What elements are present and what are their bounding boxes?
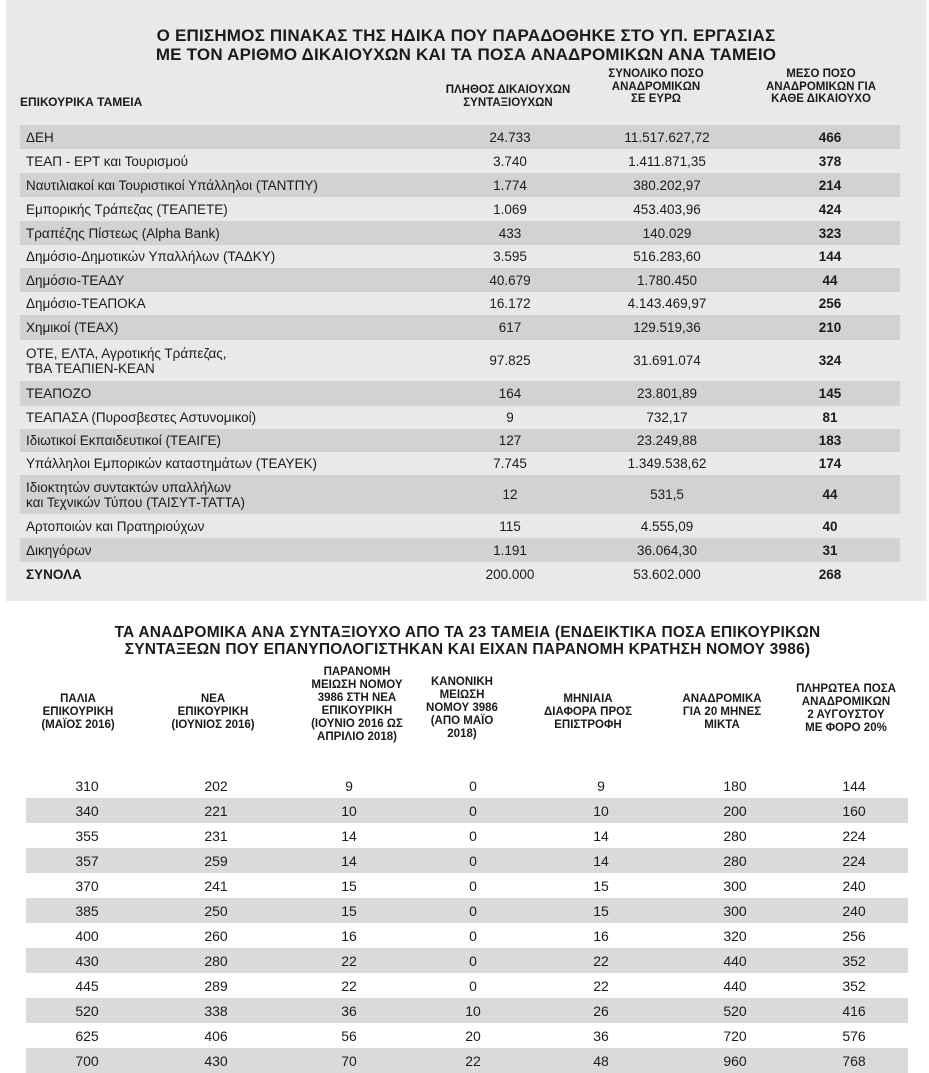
payable-amount: 576 bbox=[842, 1027, 866, 1044]
fund-name bbox=[20, 456, 446, 471]
total-amount: 1.411.871,35 bbox=[628, 153, 706, 169]
table-row bbox=[26, 898, 908, 923]
header-line: ΠΛΗΡΩΤΕΑ ΠΟΣΑ bbox=[796, 683, 896, 695]
old-pension: 445 bbox=[75, 977, 99, 994]
beneficiaries-count: 3.740 bbox=[493, 153, 527, 169]
total-amount: 4.555,09 bbox=[640, 518, 694, 534]
total-amount: 453.403,96 bbox=[633, 201, 701, 217]
payable-amount: 352 bbox=[842, 952, 866, 969]
beneficiaries-count: 3.595 bbox=[493, 249, 527, 264]
new-pension: 289 bbox=[204, 977, 228, 994]
average-amount: 268 bbox=[818, 566, 842, 582]
fund-name-line: ΤΕΑΠΟΖΟ bbox=[26, 386, 92, 401]
beneficiaries-count: 16.172 bbox=[489, 296, 531, 311]
average-amount: 145 bbox=[818, 386, 842, 401]
illegal-reduction: 14 bbox=[341, 827, 357, 844]
fund-name-line: ΟΤΕ, ΕΛΤΑ, Αγροτικής Τράπεζας, bbox=[26, 345, 227, 361]
beneficiaries-count: 40.679 bbox=[489, 272, 531, 288]
arrears-20-months: 300 bbox=[723, 877, 747, 894]
fund-name-line: Ιδιοκτητών συντακτών υπαλλήλων bbox=[26, 479, 232, 495]
payable-amount: 224 bbox=[842, 852, 866, 869]
monthly-difference: 22 bbox=[593, 952, 609, 969]
total-amount: 1.780.450 bbox=[636, 272, 698, 288]
illegal-reduction: 15 bbox=[341, 877, 357, 894]
average-amount: 256 bbox=[818, 296, 842, 311]
header-line: ΕΠΙΚΟΥΡΙΚΗ bbox=[321, 705, 393, 717]
table-row bbox=[20, 340, 900, 381]
monthly-difference: 22 bbox=[593, 977, 609, 994]
normal-reduction: 20 bbox=[465, 1027, 481, 1044]
payable-amount: 256 bbox=[842, 927, 866, 944]
fund-name bbox=[20, 386, 446, 401]
fund-name-line: Τραπέζης Πίστεως (Alpha Bank) bbox=[26, 225, 220, 241]
header-normal-reduction bbox=[410, 676, 514, 741]
beneficiaries-count: 617 bbox=[498, 320, 522, 335]
payable-amount: 224 bbox=[842, 827, 866, 844]
fund-name bbox=[20, 202, 446, 217]
header-payable-amount bbox=[786, 683, 906, 735]
beneficiaries-count: 1.191 bbox=[493, 542, 527, 558]
header-line: ΑΝΑΔΡΟΜΙΚΑ bbox=[682, 693, 762, 705]
fund-name-line: Ιδιωτικοί Εκπαιδευτικοί (ΤΕΑΙΓΕ) bbox=[26, 433, 221, 448]
beneficiaries-count: 164 bbox=[498, 386, 522, 401]
table-row bbox=[26, 848, 908, 873]
normal-reduction: 0 bbox=[469, 877, 477, 894]
table-row bbox=[20, 475, 900, 514]
fund-name-line: Δικηγόρων bbox=[26, 542, 92, 558]
header-line: ΚΑΝΟΝΙΚΗ bbox=[431, 676, 493, 688]
monthly-difference: 15 bbox=[593, 902, 609, 919]
table-row bbox=[20, 268, 900, 292]
payable-amount: 240 bbox=[842, 902, 866, 919]
header-line: ΠΑΡΑΝΟΜΗ bbox=[323, 666, 391, 678]
new-pension: 280 bbox=[204, 952, 228, 969]
table-row bbox=[26, 923, 908, 948]
header-line: ΜΕ ΦΟΡΟ 20% bbox=[805, 722, 887, 734]
table-row bbox=[20, 406, 900, 429]
illegal-reduction: 70 bbox=[341, 1052, 357, 1069]
header-total-line: ΣΥΝΟΛΙΚΟ ΠΟΣΟ bbox=[608, 68, 704, 80]
illegal-reduction: 16 bbox=[341, 927, 357, 944]
table-row bbox=[20, 149, 900, 173]
payable-amount: 240 bbox=[842, 877, 866, 894]
total-amount: 53.602.000 bbox=[633, 566, 701, 582]
fund-name bbox=[20, 346, 446, 376]
table1-body bbox=[20, 125, 900, 586]
arrears-20-months: 720 bbox=[723, 1027, 747, 1044]
header-beneficiaries bbox=[428, 84, 588, 109]
fund-name-line: ΣΥΝΟΛΑ bbox=[26, 566, 82, 582]
header-line: ΠΑΛΙΑ bbox=[60, 693, 96, 705]
table-row bbox=[20, 514, 900, 538]
header-beneficiaries-line: ΣΥΝΤΑΞΙΟΥΧΩΝ bbox=[463, 96, 553, 109]
old-pension: 520 bbox=[75, 1002, 99, 1019]
total-amount: 380.202,97 bbox=[633, 177, 701, 193]
fund-name-line: Αρτοποιών και Πρατηριούχων bbox=[26, 518, 205, 534]
new-pension: 202 bbox=[204, 777, 228, 794]
beneficiaries-count: 24.733 bbox=[489, 129, 531, 145]
table2-title-line2: ΣΥΝΤΑΞΕΩΝ ΠΟΥ ΕΠΑΝΥΠΟΛΟΓΙΣΤΗΚΑΝ ΚΑΙ ΕΙΧΑΝ ΠΑΡΑΝΟΜΗ ΚΡΑΤΗΣΗ ΝΟΜΟΥ 3986) bbox=[124, 641, 811, 658]
old-pension: 430 bbox=[75, 952, 99, 969]
table-row bbox=[20, 315, 900, 340]
table1-title-line2: ΜΕ ΤΟΝ ΑΡΙΘΜΟ ΔΙΚΑΙΟΥΧΩΝ ΚΑΙ ΤΑ ΠΟΣΑ ΑΝΑΔΡΟΜΙΚΩΝ ΑΝΑ ΤΑΜΕΙΟ bbox=[155, 45, 777, 64]
table-row bbox=[26, 798, 908, 823]
normal-reduction: 0 bbox=[469, 802, 477, 819]
average-amount: 323 bbox=[818, 225, 842, 241]
header-line: ΓΙΑ 20 ΜΗΝΕΣ bbox=[682, 706, 762, 718]
fund-name bbox=[20, 273, 446, 288]
totals-row bbox=[20, 562, 900, 586]
table2-title bbox=[6, 624, 929, 658]
arrears-20-months: 960 bbox=[723, 1052, 747, 1069]
total-amount: 4.143.469,97 bbox=[627, 296, 707, 311]
normal-reduction: 0 bbox=[469, 852, 477, 869]
total-amount: 140.029 bbox=[642, 225, 692, 241]
total-amount: 531,5 bbox=[650, 487, 684, 502]
beneficiaries-count: 115 bbox=[499, 518, 521, 534]
header-line: ΑΠΡΙΛΙΟ 2018) bbox=[317, 731, 397, 743]
total-amount: 23.249,88 bbox=[636, 433, 698, 448]
header-arrears-20-months bbox=[662, 693, 782, 732]
old-pension: 400 bbox=[75, 927, 99, 944]
beneficiaries-count: 7.745 bbox=[493, 456, 527, 471]
fund-name-line: Ναυτιλιακοί και Τουριστικοί Υπάλληλοι (ΤΑΝΤΠΥ) bbox=[26, 177, 318, 193]
table-row bbox=[20, 197, 900, 221]
table-row bbox=[26, 823, 908, 848]
average-amount: 174 bbox=[818, 456, 842, 471]
table-row bbox=[20, 292, 900, 315]
monthly-difference: 14 bbox=[593, 827, 609, 844]
arrears-20-months: 440 bbox=[723, 977, 747, 994]
average-amount: 324 bbox=[818, 353, 842, 368]
table-row bbox=[26, 948, 908, 973]
payable-amount: 352 bbox=[842, 977, 866, 994]
beneficiaries-count: 200.000 bbox=[485, 566, 535, 582]
average-amount: 31 bbox=[822, 542, 838, 558]
old-pension: 700 bbox=[75, 1052, 99, 1069]
table-row bbox=[26, 773, 908, 798]
average-amount: 40 bbox=[822, 518, 838, 534]
table2-title-line1: ΤΑ ΑΝΑΔΡΟΜΙΚΑ ΑΝΑ ΣΥΝΤΑΞΙΟΥΧΟ ΑΠΟ ΤΑ 23 ΤΑΜΕΙΑ (ΕΝΔΕΙΚΤΙΚΑ ΠΟΣΑ ΕΠΙΚΟΥΡΙΚΩΝ bbox=[114, 624, 821, 641]
header-line: ΝΟΜΟΥ 3986 bbox=[426, 702, 498, 714]
header-beneficiaries-line: ΠΛΗΘΟΣ ΔΙΚΑΙΟΥΧΩΝ bbox=[445, 84, 571, 96]
header-illegal-reduction bbox=[292, 666, 422, 744]
header-average-line: ΑΝΑΔΡΟΜΙΚΩΝ ΓΙΑ bbox=[765, 80, 876, 93]
monthly-difference: 26 bbox=[593, 1002, 609, 1019]
beneficiaries-count: 127 bbox=[498, 433, 522, 448]
header-line: (ΑΠΟ ΜΑΪΟ bbox=[430, 715, 494, 727]
fund-name-line: Υπάλληλοι Εμπορικών καταστημάτων (ΤΕΑΥΕΚ) bbox=[26, 456, 317, 471]
header-line: ΕΠΙΚΟΥΡΙΚΗ bbox=[42, 706, 114, 718]
new-pension: 231 bbox=[204, 827, 228, 844]
average-amount: 44 bbox=[822, 487, 838, 502]
illegal-reduction: 14 bbox=[341, 852, 357, 869]
header-line: 3986 ΣΤΗ ΝΕΑ bbox=[317, 692, 397, 704]
normal-reduction: 0 bbox=[469, 777, 477, 794]
header-line: ΜΕΙΩΣΗ ΝΟΜΟΥ bbox=[311, 679, 403, 691]
average-amount: 183 bbox=[818, 433, 842, 448]
average-amount: 466 bbox=[818, 129, 842, 145]
total-amount: 23.801,89 bbox=[636, 386, 698, 401]
fund-name bbox=[20, 519, 446, 534]
new-pension: 221 bbox=[204, 802, 228, 819]
beneficiaries-count: 1.774 bbox=[493, 177, 527, 193]
normal-reduction: 0 bbox=[469, 927, 477, 944]
fund-name-line: Δημόσιο-Δημοτικών Υπαλλήλων (ΤΑΔΚΥ) bbox=[26, 249, 276, 264]
header-line: ΕΠΙΚΟΥΡΙΚΗ bbox=[177, 706, 249, 718]
monthly-difference: 9 bbox=[597, 777, 605, 794]
old-pension: 385 bbox=[75, 902, 99, 919]
monthly-difference: 36 bbox=[593, 1027, 609, 1044]
table-row bbox=[26, 973, 908, 998]
illegal-reduction: 10 bbox=[341, 802, 357, 819]
total-amount: 516.283,60 bbox=[633, 249, 701, 264]
header-line: (ΜΑΪΟΣ 2016) bbox=[41, 719, 115, 731]
fund-name-line: Εμπορικής Τράπεζας (ΤΕΑΠΕΤΕ) bbox=[26, 201, 228, 217]
fund-name-line: Χημικοί (ΤΕΑΧ) bbox=[26, 320, 119, 335]
beneficiaries-count: 433 bbox=[498, 225, 522, 241]
table1-title bbox=[6, 26, 926, 64]
new-pension: 430 bbox=[204, 1052, 228, 1069]
beneficiaries-count: 1.069 bbox=[493, 201, 527, 217]
fund-name bbox=[20, 296, 446, 311]
table-row bbox=[20, 125, 900, 149]
header-old-pension bbox=[26, 693, 130, 732]
fund-name bbox=[20, 226, 446, 241]
fund-name bbox=[20, 249, 446, 264]
arrears-per-pensioner-table bbox=[6, 603, 929, 1070]
illegal-reduction: 36 bbox=[341, 1002, 357, 1019]
average-amount: 144 bbox=[818, 249, 842, 264]
table1-title-line1: Ο ΕΠΙΣΗΜΟΣ ΠΙΝΑΚΑΣ ΤΗΣ ΗΔΙΚΑ ΠΟΥ ΠΑΡΑΔΟΘΗΚΕ ΣΤΟ ΥΠ. ΕΡΓΑΣΙΑΣ bbox=[156, 26, 776, 45]
fund-name-line: και Τεχνικών Τύπου (ΤΑΙΣΥΤ-ΤΑΤΤΑ) bbox=[26, 494, 245, 510]
header-new-pension bbox=[154, 693, 272, 732]
normal-reduction: 0 bbox=[469, 952, 477, 969]
payable-amount: 144 bbox=[842, 777, 866, 794]
normal-reduction: 0 bbox=[469, 977, 477, 994]
old-pension: 370 bbox=[75, 877, 99, 894]
header-line: ΜΗΝΙΑΙΑ bbox=[563, 693, 613, 705]
table-row bbox=[20, 173, 900, 197]
new-pension: 241 bbox=[204, 877, 228, 894]
fund-name-line: Δημόσιο-ΤΕΑΠΟΚΑ bbox=[26, 296, 146, 311]
table-row bbox=[20, 538, 900, 562]
fund-name bbox=[20, 178, 446, 193]
average-amount: 378 bbox=[818, 153, 842, 169]
fund-name bbox=[20, 480, 446, 510]
arrears-20-months: 280 bbox=[723, 852, 747, 869]
header-line: ΔΙΑΦΟΡΑ ΠΡΟΣ bbox=[544, 706, 632, 718]
header-line: ΜΕΙΩΣΗ bbox=[439, 689, 485, 701]
table-row bbox=[26, 1023, 908, 1048]
header-monthly-difference bbox=[526, 693, 650, 732]
monthly-difference: 10 bbox=[593, 802, 609, 819]
header-total-line: ΑΝΑΔΡΟΜΙΚΩΝ bbox=[611, 80, 701, 93]
fund-name-line: ΔΕΗ bbox=[26, 129, 54, 145]
illegal-reduction: 22 bbox=[341, 952, 357, 969]
fund-name bbox=[20, 130, 446, 145]
payable-amount: 160 bbox=[842, 802, 866, 819]
fund-name bbox=[20, 567, 446, 582]
illegal-reduction: 22 bbox=[341, 977, 357, 994]
average-amount: 424 bbox=[818, 201, 842, 217]
table-row bbox=[26, 1048, 908, 1073]
normal-reduction: 0 bbox=[469, 827, 477, 844]
monthly-difference: 16 bbox=[593, 927, 609, 944]
total-amount: 129.519,36 bbox=[633, 320, 701, 335]
beneficiaries-table bbox=[6, 0, 929, 601]
fund-name bbox=[20, 433, 446, 448]
fund-name bbox=[20, 410, 446, 425]
arrears-20-months: 440 bbox=[723, 952, 747, 969]
average-amount: 44 bbox=[822, 272, 838, 288]
new-pension: 250 bbox=[204, 902, 228, 919]
fund-name bbox=[20, 154, 446, 169]
old-pension: 355 bbox=[75, 827, 99, 844]
arrears-20-months: 180 bbox=[723, 777, 747, 794]
header-line: ΜΙΚΤΑ bbox=[704, 719, 740, 731]
new-pension: 259 bbox=[204, 852, 228, 869]
header-total-amount bbox=[590, 68, 722, 106]
table-row bbox=[26, 873, 908, 898]
header-average-amount bbox=[726, 68, 916, 106]
normal-reduction: 0 bbox=[469, 902, 477, 919]
illegal-reduction: 9 bbox=[345, 777, 353, 794]
header-funds: ΕΠΙΚΟΥΡΙΚΑ ΤΑΜΕΙΑ bbox=[20, 95, 143, 109]
table-row bbox=[20, 381, 900, 406]
total-amount: 732,17 bbox=[646, 410, 688, 425]
table2-body bbox=[26, 773, 908, 1073]
fund-name bbox=[20, 320, 446, 335]
header-average-line: ΜΕΣΟ ΠΟΣΟ bbox=[786, 68, 856, 80]
table-row bbox=[20, 452, 900, 475]
total-amount: 31.691.074 bbox=[633, 353, 701, 368]
total-amount: 11.517.627,72 bbox=[624, 129, 710, 145]
arrears-20-months: 280 bbox=[723, 827, 747, 844]
monthly-difference: 15 bbox=[593, 877, 609, 894]
beneficiaries-count: 97.825 bbox=[489, 353, 531, 368]
old-pension: 357 bbox=[75, 852, 99, 869]
average-amount: 210 bbox=[818, 320, 842, 335]
beneficiaries-count: 9 bbox=[506, 410, 514, 425]
arrears-20-months: 320 bbox=[723, 927, 747, 944]
old-pension: 625 bbox=[75, 1027, 99, 1044]
new-pension: 260 bbox=[204, 927, 228, 944]
old-pension: 310 bbox=[75, 777, 99, 794]
header-total-line: ΣΕ ΕΥΡΩ bbox=[631, 93, 681, 105]
old-pension: 340 bbox=[75, 802, 99, 819]
header-average-line: ΚΑΘΕ ΔΙΚΑΙΟΥΧΟ bbox=[771, 93, 871, 105]
header-line: (ΙΟΥΝΙΟΣ 2016) bbox=[171, 719, 255, 731]
normal-reduction: 10 bbox=[465, 1002, 481, 1019]
table-row bbox=[26, 998, 908, 1023]
monthly-difference: 14 bbox=[593, 852, 609, 869]
header-line: ΑΝΑΔΡΟΜΙΚΩΝ bbox=[801, 696, 891, 708]
table-row bbox=[20, 245, 900, 268]
header-line: 2018) bbox=[447, 728, 477, 740]
payable-amount: 768 bbox=[842, 1052, 866, 1069]
payable-amount: 416 bbox=[842, 1002, 866, 1019]
header-line: (ΙΟΥΝΙΟ 2016 ΩΣ bbox=[311, 718, 403, 730]
monthly-difference: 48 bbox=[593, 1052, 609, 1069]
average-amount: 81 bbox=[822, 410, 838, 425]
total-amount: 36.064,30 bbox=[636, 542, 698, 558]
table-row bbox=[20, 221, 900, 245]
beneficiaries-count: 12 bbox=[502, 487, 518, 502]
fund-name-line: Δημόσιο-ΤΕΑΔΥ bbox=[26, 272, 125, 288]
header-line: 2 ΑΥΓΟΥΣΤΟΥ bbox=[807, 709, 885, 721]
arrears-20-months: 520 bbox=[723, 1002, 747, 1019]
average-amount: 214 bbox=[818, 177, 842, 193]
fund-name-line: ΤΕΑΠ - ΕΡΤ και Τουρισμού bbox=[26, 153, 188, 169]
illegal-reduction: 56 bbox=[341, 1027, 357, 1044]
fund-name-line: ΤΕΑΠΑΣΑ (Πυροσβεστες Αστυνομικοί) bbox=[26, 410, 257, 425]
arrears-20-months: 300 bbox=[723, 902, 747, 919]
total-amount: 1.349.538,62 bbox=[627, 456, 707, 471]
fund-name bbox=[20, 543, 446, 558]
header-line: ΕΠΙΣΤΡΟΦΗ bbox=[554, 719, 622, 731]
arrears-20-months: 200 bbox=[723, 802, 747, 819]
illegal-reduction: 15 bbox=[341, 902, 357, 919]
new-pension: 338 bbox=[204, 1002, 228, 1019]
fund-name-line: ΤΒΑ ΤΕΑΠΙΕΝ-ΚΕΑΝ bbox=[26, 360, 155, 376]
header-line: ΝΕΑ bbox=[200, 693, 226, 705]
new-pension: 406 bbox=[204, 1027, 228, 1044]
table-row bbox=[20, 429, 900, 452]
normal-reduction: 22 bbox=[465, 1052, 481, 1069]
